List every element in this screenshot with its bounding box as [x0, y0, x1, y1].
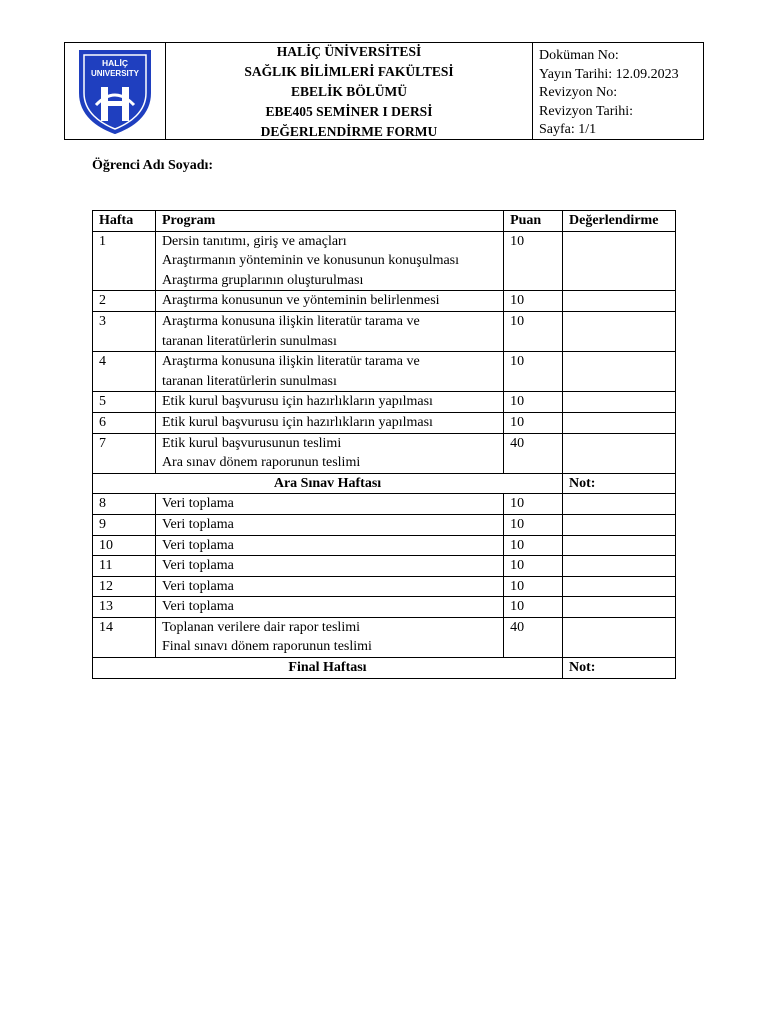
table-row — [93, 311, 676, 351]
score-cell: 10 — [504, 231, 563, 291]
table-row — [93, 494, 676, 515]
table-row — [93, 392, 676, 413]
meta-page: Sayfa: 1/1 — [539, 122, 597, 138]
table-row — [93, 535, 676, 556]
score-cell: 10 — [504, 514, 563, 535]
week-cell: 9 — [93, 514, 156, 535]
header-score: Puan — [504, 211, 563, 232]
week-cell: 10 — [93, 535, 156, 556]
evaluation-cell[interactable] — [563, 311, 676, 351]
evaluation-cell[interactable] — [563, 231, 676, 291]
score-cell: 10 — [504, 597, 563, 618]
program-cell — [155, 433, 503, 473]
evaluation-cell[interactable] — [563, 514, 676, 535]
form-title — [166, 43, 533, 139]
final-row — [93, 658, 676, 679]
program-cell — [155, 392, 503, 413]
midterm-label: Ara Sınav Haftası — [93, 473, 563, 494]
program-cell — [155, 535, 503, 556]
evaluation-cell[interactable] — [563, 433, 676, 473]
score-cell: 10 — [504, 291, 563, 312]
program-cell — [155, 597, 503, 618]
midterm-row — [93, 473, 676, 494]
score-cell: 40 — [504, 617, 563, 657]
document-header — [64, 42, 704, 140]
week-cell: 4 — [93, 352, 156, 392]
program-line: Veri toplama — [161, 516, 234, 532]
program-line: Ara sınav dönem raporunun teslimi — [161, 455, 361, 471]
program-cell — [155, 291, 503, 312]
header-program: Program — [155, 211, 503, 232]
program-cell — [155, 494, 503, 515]
score-cell: 10 — [504, 535, 563, 556]
program-line: Araştırma konusuna ilişkin literatür tarama ve — [161, 354, 420, 370]
week-cell: 14 — [93, 617, 156, 657]
program-cell — [155, 556, 503, 577]
table-row — [93, 597, 676, 618]
title-line-2: SAĞLIK BİLİMLERİ FAKÜLTESİ — [244, 64, 454, 79]
evaluation-cell[interactable] — [563, 535, 676, 556]
week-cell: 12 — [93, 576, 156, 597]
final-note: Not: — [563, 658, 676, 679]
program-line: taranan literatürlerin sunulması — [161, 333, 337, 349]
program-line: Toplanan verilere dair rapor teslimi — [161, 619, 360, 635]
table-row — [93, 576, 676, 597]
program-line: Etik kurul başvurusunun teslimi — [161, 435, 342, 451]
program-line: Araştırma konusunun ve yönteminin belirlenmesi — [161, 293, 440, 309]
program-cell — [155, 311, 503, 351]
program-line: taranan literatürlerin sunulması — [161, 373, 337, 389]
evaluation-cell[interactable] — [563, 291, 676, 312]
score-cell: 10 — [504, 311, 563, 351]
evaluation-cell[interactable] — [563, 392, 676, 413]
program-line: Etik kurul başvurusu için hazırlıkların yapılması — [161, 414, 433, 430]
week-cell: 7 — [93, 433, 156, 473]
meta-document-no: Doküman No: — [539, 48, 619, 63]
score-cell: 10 — [504, 494, 563, 515]
title-line-3: EBELİK BÖLÜMÜ — [291, 84, 407, 99]
week-cell: 3 — [93, 311, 156, 351]
table-row — [93, 433, 676, 473]
university-logo — [76, 47, 154, 135]
program-line: Araştırma gruplarının oluşturulması — [161, 272, 364, 288]
title-line-1: HALİÇ ÜNİVERSİTESİ — [276, 44, 422, 59]
evaluation-cell[interactable] — [563, 412, 676, 433]
evaluation-cell[interactable] — [563, 352, 676, 392]
evaluation-cell[interactable] — [563, 597, 676, 618]
logo-text-2: UNIVERSITY — [90, 69, 140, 78]
program-line: Dersin tanıtımı, giriş ve amaçları — [161, 233, 347, 249]
header-evaluation: Değerlendirme — [563, 211, 676, 232]
program-line: Araştırmanın yönteminin ve konusunun konuşulması — [161, 253, 460, 269]
program-cell — [155, 514, 503, 535]
logo-cell — [65, 43, 166, 139]
evaluation-cell[interactable] — [563, 556, 676, 577]
week-cell: 6 — [93, 412, 156, 433]
table-row — [93, 514, 676, 535]
logo-text-1: HALİÇ — [102, 58, 128, 68]
score-cell: 10 — [504, 576, 563, 597]
week-cell: 5 — [93, 392, 156, 413]
score-cell: 10 — [504, 352, 563, 392]
title-line-4: EBE405 SEMİNER I DERSİ — [265, 104, 433, 119]
week-cell: 8 — [93, 494, 156, 515]
table-row — [93, 352, 676, 392]
week-cell: 1 — [93, 231, 156, 291]
table-row — [93, 291, 676, 312]
program-line: Etik kurul başvurusu için hazırlıkların yapılması — [161, 394, 433, 410]
week-cell: 11 — [93, 556, 156, 577]
week-cell: 13 — [93, 597, 156, 618]
program-line: Veri toplama — [161, 496, 234, 512]
week-cell: 2 — [93, 291, 156, 312]
program-line: Veri toplama — [161, 537, 234, 553]
midterm-note: Not: — [563, 473, 676, 494]
meta-revision-no: Revizyon No: — [539, 85, 618, 101]
program-cell — [155, 576, 503, 597]
program-line: Araştırma konusuna ilişkin literatür tarama ve — [161, 313, 420, 329]
meta-revision-date: Revizyon Tarihi: — [539, 103, 634, 119]
program-cell — [155, 352, 503, 392]
table-body-first — [93, 231, 676, 473]
score-cell: 40 — [504, 433, 563, 473]
evaluation-cell[interactable] — [563, 617, 676, 657]
evaluation-cell[interactable] — [563, 576, 676, 597]
final-label: Final Haftası — [93, 658, 563, 679]
program-line: Final sınavı dönem raporunun teslimi — [161, 639, 372, 655]
table-row — [93, 617, 676, 657]
table-body-second — [93, 494, 676, 658]
score-cell: 10 — [504, 412, 563, 433]
title-line-5: DEĞERLENDİRME FORMU — [260, 124, 438, 139]
table-row — [93, 556, 676, 577]
table-header-row — [93, 211, 676, 232]
program-cell — [155, 412, 503, 433]
document-meta — [533, 43, 703, 139]
table-row — [93, 231, 676, 291]
header-week: Hafta — [93, 211, 156, 232]
evaluation-table — [92, 210, 676, 679]
evaluation-cell[interactable] — [563, 494, 676, 515]
program-cell — [155, 231, 503, 291]
program-line: Veri toplama — [161, 599, 234, 615]
score-cell: 10 — [504, 556, 563, 577]
meta-publish-date: Yayın Tarihi: 12.09.2023 — [539, 66, 679, 82]
score-cell: 10 — [504, 392, 563, 413]
table-row — [93, 412, 676, 433]
program-line: Veri toplama — [161, 558, 234, 574]
program-line: Veri toplama — [161, 578, 234, 594]
student-name-label: Öğrenci Adı Soyadı: — [92, 158, 214, 173]
program-cell — [155, 617, 503, 657]
